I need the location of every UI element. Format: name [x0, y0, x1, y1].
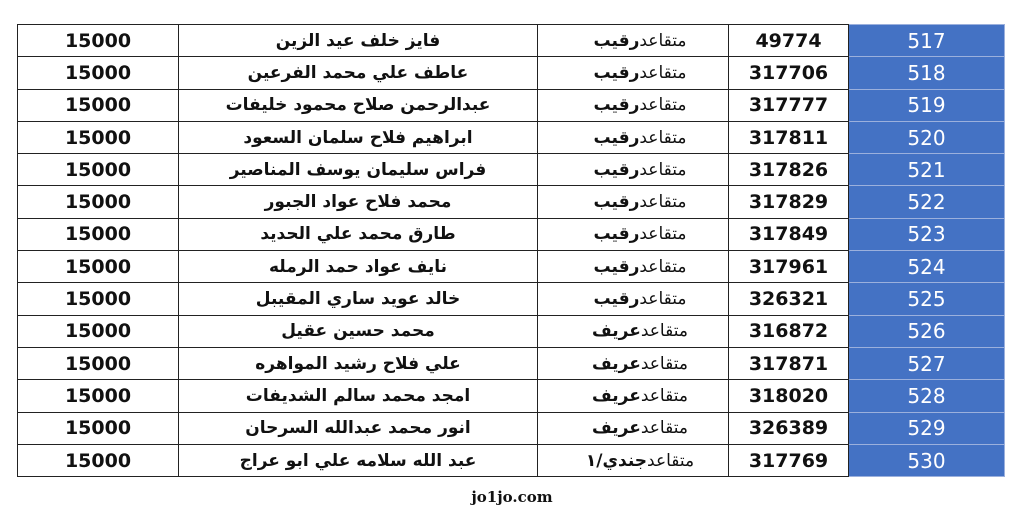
name-cell: طارق محمد علي الحديد: [179, 218, 538, 250]
amount-cell: 15000: [18, 121, 179, 153]
sequence-number-cell: 524: [849, 251, 1005, 283]
rank-status: متقاعد: [647, 450, 695, 471]
rank-cell: [538, 25, 729, 57]
rank-title: رقيب: [593, 256, 640, 277]
military-number-cell: 316872: [729, 315, 849, 347]
military-number-cell: 317769: [729, 444, 849, 476]
military-number-cell: 317826: [729, 154, 849, 186]
rank-cell: [538, 347, 729, 379]
sequence-number-cell: 523: [849, 218, 1005, 250]
table-row: [18, 218, 1005, 250]
name-cell: محمد حسين عقيل: [179, 315, 538, 347]
name-cell: عبدالرحمن صلاح محمود خليفات: [179, 89, 538, 121]
rank-title: عريف: [592, 321, 641, 342]
rank-status: متقاعد: [639, 127, 687, 148]
sequence-number-cell: 518: [849, 57, 1005, 89]
amount-cell: 15000: [18, 251, 179, 283]
table-row: [18, 251, 1005, 283]
military-number-cell: 318020: [729, 380, 849, 412]
rank-status: متقاعد: [640, 353, 688, 374]
table-row: [18, 380, 1005, 412]
sequence-number-cell: 522: [849, 186, 1005, 218]
military-number-cell: 317849: [729, 218, 849, 250]
military-number-cell: 317777: [729, 89, 849, 121]
sequence-number-cell: 520: [849, 121, 1005, 153]
amount-cell: 15000: [18, 186, 179, 218]
amount-cell: 15000: [18, 412, 179, 444]
rank-status: متقاعد: [639, 256, 687, 277]
military-number-cell: 49774: [729, 25, 849, 57]
military-number-cell: 326389: [729, 412, 849, 444]
name-cell: امجد محمد سالم الشديفات: [179, 380, 538, 412]
rank-status: متقاعد: [640, 418, 688, 439]
name-cell: علي فلاح رشيد المواهره: [179, 347, 538, 379]
sequence-number-cell: 525: [849, 283, 1005, 315]
amount-cell: 15000: [18, 347, 179, 379]
rank-status: متقاعد: [639, 159, 687, 180]
rank-status: متقاعد: [639, 224, 687, 245]
site-watermark: jo1jo.com: [471, 488, 553, 506]
rank-title: عريف: [592, 385, 641, 406]
rank-cell: [538, 315, 729, 347]
military-number-cell: 317811: [729, 121, 849, 153]
rank-title: رقيب: [593, 30, 640, 51]
name-cell: فراس سليمان يوسف المناصير: [179, 154, 538, 186]
rank-title: رقيب: [593, 159, 640, 180]
sequence-number-cell: 528: [849, 380, 1005, 412]
rank-cell: [538, 57, 729, 89]
rank-title: رقيب: [593, 127, 640, 148]
amount-cell: 15000: [18, 315, 179, 347]
rank-status: متقاعد: [640, 385, 688, 406]
amount-cell: 15000: [18, 57, 179, 89]
name-cell: عاطف علي محمد الفرعين: [179, 57, 538, 89]
table-row: [18, 89, 1005, 121]
rank-title: رقيب: [593, 192, 640, 213]
amount-cell: 15000: [18, 154, 179, 186]
table-row: [18, 347, 1005, 379]
military-number-cell: 317961: [729, 251, 849, 283]
table-row: [18, 412, 1005, 444]
sequence-number-cell: 527: [849, 347, 1005, 379]
beneficiary-table-container: [17, 24, 999, 477]
military-number-cell: 317829: [729, 186, 849, 218]
table-row: [18, 57, 1005, 89]
table-row: [18, 186, 1005, 218]
name-cell: ابراهيم فلاح سلمان السعود: [179, 121, 538, 153]
rank-status: متقاعد: [639, 62, 687, 83]
rank-status: متقاعد: [639, 30, 687, 51]
table-row: [18, 121, 1005, 153]
name-cell: فايز خلف عيد الزين: [179, 25, 538, 57]
rank-cell: [538, 380, 729, 412]
military-number-cell: 317706: [729, 57, 849, 89]
rank-status: متقاعد: [639, 95, 687, 116]
sequence-number-cell: 529: [849, 412, 1005, 444]
beneficiary-table: [17, 24, 1005, 477]
rank-title: عريف: [592, 418, 641, 439]
table-row: [18, 315, 1005, 347]
rank-cell: [538, 154, 729, 186]
sequence-number-cell: 530: [849, 444, 1005, 476]
rank-status: متقاعد: [640, 321, 688, 342]
rank-title: جندي/١: [585, 450, 648, 471]
rank-status: متقاعد: [639, 192, 687, 213]
rank-title: رقيب: [593, 95, 640, 116]
sequence-number-cell: 526: [849, 315, 1005, 347]
rank-cell: [538, 121, 729, 153]
table-row: [18, 25, 1005, 57]
sequence-number-cell: 517: [849, 25, 1005, 57]
table-row: [18, 283, 1005, 315]
name-cell: محمد فلاح عواد الجبور: [179, 186, 538, 218]
rank-status: متقاعد: [639, 289, 687, 310]
rank-title: عريف: [592, 353, 641, 374]
name-cell: انور محمد عبدالله السرحان: [179, 412, 538, 444]
rank-title: رقيب: [593, 62, 640, 83]
amount-cell: 15000: [18, 25, 179, 57]
military-number-cell: 326321: [729, 283, 849, 315]
rank-cell: [538, 186, 729, 218]
sequence-number-cell: 521: [849, 154, 1005, 186]
military-number-cell: 317871: [729, 347, 849, 379]
rank-title: رقيب: [593, 289, 640, 310]
rank-cell: [538, 412, 729, 444]
amount-cell: 15000: [18, 380, 179, 412]
amount-cell: 15000: [18, 444, 179, 476]
table-row: [18, 154, 1005, 186]
name-cell: خالد عويد ساري المقيبل: [179, 283, 538, 315]
name-cell: عبد الله سلامه علي ابو عراج: [179, 444, 538, 476]
rank-cell: [538, 283, 729, 315]
rank-cell: [538, 444, 729, 476]
amount-cell: 15000: [18, 89, 179, 121]
sequence-number-cell: 519: [849, 89, 1005, 121]
rank-cell: [538, 251, 729, 283]
name-cell: نايف عواد حمد الرمله: [179, 251, 538, 283]
rank-cell: [538, 218, 729, 250]
rank-cell: [538, 89, 729, 121]
amount-cell: 15000: [18, 218, 179, 250]
rank-title: رقيب: [593, 224, 640, 245]
amount-cell: 15000: [18, 283, 179, 315]
table-row: [18, 444, 1005, 476]
